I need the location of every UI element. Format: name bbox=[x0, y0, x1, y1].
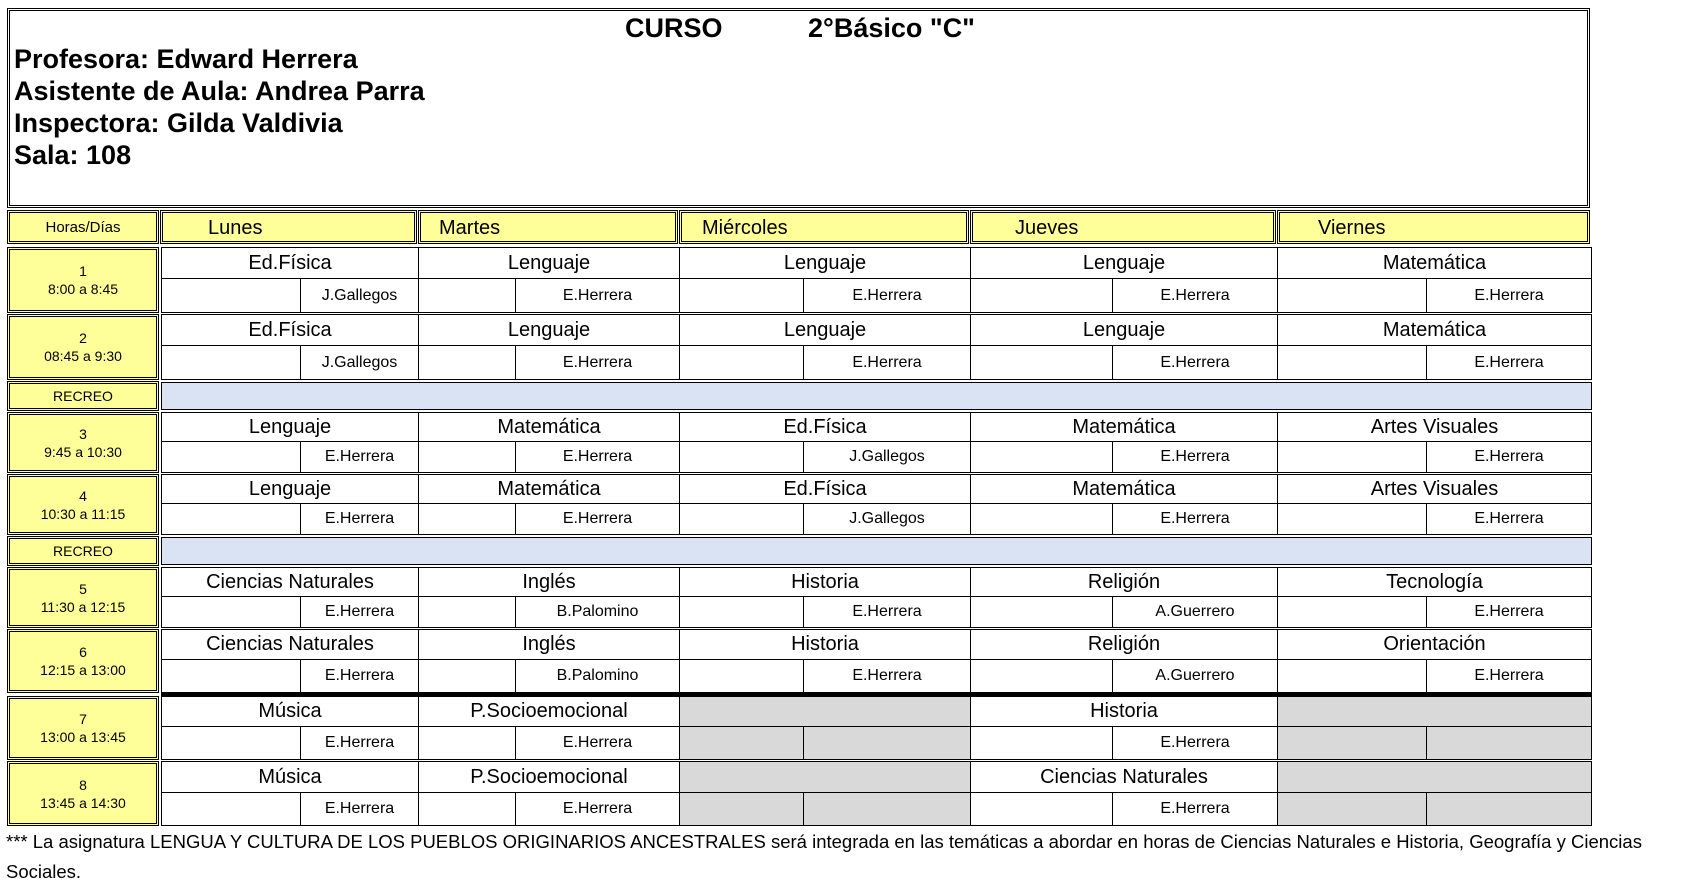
teacher-cell: E.Herrera bbox=[803, 278, 971, 313]
subject-cell: Lenguaje bbox=[679, 247, 971, 279]
teacher-spacer-cell bbox=[418, 441, 516, 473]
subject-cell bbox=[679, 761, 971, 793]
subject-cell: Lenguaje bbox=[970, 247, 1278, 279]
curso-value: 2°Básico "C" bbox=[808, 13, 975, 43]
section-divider bbox=[161, 693, 1592, 696]
hour-cell bbox=[7, 412, 159, 473]
subject-cell: Lenguaje bbox=[418, 247, 680, 279]
teacher-spacer-cell bbox=[679, 596, 804, 628]
subject-cell: Lenguaje bbox=[970, 314, 1278, 346]
inspectora-line: Inspectora: Gilda Valdivia bbox=[14, 108, 343, 138]
subject-cell: Matemática bbox=[970, 412, 1278, 442]
subject-cell: Religión bbox=[970, 629, 1278, 660]
subject-cell: Orientación bbox=[1277, 629, 1592, 660]
period-number: 8 bbox=[79, 776, 87, 793]
asistente-line: Asistente de Aula: Andrea Parra bbox=[14, 76, 425, 106]
recreo-label: RECREO bbox=[7, 381, 159, 411]
teacher-spacer-cell bbox=[970, 726, 1113, 760]
subject-cell: Matemática bbox=[418, 474, 680, 504]
teacher-spacer-cell bbox=[161, 278, 301, 313]
footer-note: *** La asignatura LENGUA Y CULTURA DE LOS PUEBLOS ORIGINARIOS ANCESTRALES será integrada en las temáticas a abordar en horas de Ciencias Naturales e Historia, Geografía y Ciencias Sociales. bbox=[6, 831, 1642, 882]
teacher-cell: E.Herrera bbox=[1426, 659, 1592, 693]
subject-cell: Inglés bbox=[418, 629, 680, 660]
hour-cell bbox=[7, 247, 159, 313]
period-time: 10:30 a 11:15 bbox=[40, 505, 126, 522]
teacher-cell: E.Herrera bbox=[300, 596, 419, 628]
teacher-cell: B.Palomino bbox=[515, 659, 680, 693]
teacher-spacer-cell bbox=[418, 596, 516, 628]
subject-cell: Ed.Física bbox=[161, 247, 419, 279]
teacher-cell: E.Herrera bbox=[803, 345, 971, 380]
period-time: 13:45 a 14:30 bbox=[40, 794, 126, 811]
period-time: 8:00 a 8:45 bbox=[47, 281, 119, 297]
period-time: 11:30 a 12:15 bbox=[40, 598, 126, 615]
period-number: 4 bbox=[79, 487, 87, 504]
teacher-spacer-cell bbox=[418, 345, 516, 380]
hour-cell bbox=[7, 696, 159, 760]
hour-cell bbox=[7, 629, 159, 693]
teacher-cell: E.Herrera bbox=[300, 441, 419, 473]
teacher-cell: E.Herrera bbox=[1426, 503, 1592, 535]
teacher-cell: E.Herrera bbox=[1426, 278, 1592, 313]
teacher-spacer-cell bbox=[418, 726, 516, 760]
period-time: 13:00 a 13:45 bbox=[40, 729, 126, 745]
teacher-spacer-cell bbox=[970, 792, 1113, 826]
teacher-spacer-cell bbox=[679, 345, 804, 380]
subject-cell: Lenguaje bbox=[679, 314, 971, 346]
subject-cell: Matemática bbox=[970, 474, 1278, 504]
teacher-cell: E.Herrera bbox=[515, 792, 680, 826]
teacher-spacer-cell bbox=[161, 503, 301, 535]
teacher-spacer-cell bbox=[1277, 503, 1427, 535]
subject-cell: Inglés bbox=[418, 567, 680, 597]
teacher-spacer-cell bbox=[1277, 792, 1427, 826]
teacher-spacer-cell bbox=[418, 278, 516, 313]
teacher-spacer-cell bbox=[1277, 659, 1427, 693]
subject-cell: Matemática bbox=[1277, 247, 1592, 279]
subject-cell: Matemática bbox=[418, 412, 680, 442]
subject-cell: Tecnología bbox=[1277, 567, 1592, 597]
teacher-cell: E.Herrera bbox=[300, 659, 419, 693]
period-number: 3 bbox=[79, 425, 87, 442]
hour-cell bbox=[7, 474, 159, 535]
period-time: 9:45 a 10:30 bbox=[44, 443, 122, 460]
teacher-cell: E.Herrera bbox=[803, 596, 971, 628]
subject-cell: Lenguaje bbox=[418, 314, 680, 346]
course-title bbox=[0, 13, 1600, 44]
curso-label: CURSO bbox=[625, 13, 723, 43]
hour-cell bbox=[7, 314, 159, 380]
teacher-spacer-cell bbox=[1277, 726, 1427, 760]
subject-cell: Historia bbox=[679, 567, 971, 597]
teacher-spacer-cell bbox=[418, 659, 516, 693]
day-header-lunes: Lunes bbox=[160, 210, 417, 244]
recreo-bar bbox=[161, 382, 1592, 410]
recreo-bar bbox=[161, 537, 1592, 565]
subject-cell: Ed.Física bbox=[679, 412, 971, 442]
subject-cell: Historia bbox=[970, 696, 1278, 727]
day-header-martes: Martes bbox=[418, 210, 678, 244]
subject-cell: Historia bbox=[679, 629, 971, 660]
teacher-cell: J.Gallegos bbox=[803, 441, 971, 473]
subject-cell: Música bbox=[161, 761, 419, 793]
period-number: 7 bbox=[79, 711, 87, 727]
subject-cell: Artes Visuales bbox=[1277, 412, 1592, 442]
teacher-cell: E.Herrera bbox=[1112, 792, 1278, 826]
teacher-cell: E.Herrera bbox=[300, 503, 419, 535]
teacher-cell: E.Herrera bbox=[300, 792, 419, 826]
subject-cell: Ciencias Naturales bbox=[161, 629, 419, 660]
teacher-spacer-cell bbox=[161, 792, 301, 826]
teacher-spacer-cell bbox=[161, 596, 301, 628]
teacher-cell: E.Herrera bbox=[515, 726, 680, 760]
subject-cell: Ed.Física bbox=[679, 474, 971, 504]
teacher-cell: E.Herrera bbox=[1112, 345, 1278, 380]
teacher-spacer-cell bbox=[161, 345, 301, 380]
teacher-cell bbox=[1426, 726, 1592, 760]
subject-cell: P.Socioemocional bbox=[418, 696, 680, 727]
teacher-spacer-cell bbox=[970, 503, 1113, 535]
day-header-viernes: Viernes bbox=[1277, 210, 1590, 244]
subject-cell bbox=[1277, 696, 1592, 727]
period-time: 08:45 a 9:30 bbox=[44, 348, 122, 364]
profesora-line: Profesora: Edward Herrera bbox=[14, 44, 358, 74]
teacher-spacer-cell bbox=[418, 792, 516, 826]
teacher-spacer-cell bbox=[1277, 345, 1427, 380]
teacher-cell: E.Herrera bbox=[803, 659, 971, 693]
teacher-spacer-cell bbox=[679, 441, 804, 473]
teacher-spacer-cell bbox=[679, 503, 804, 535]
teacher-cell: E.Herrera bbox=[1426, 441, 1592, 473]
teacher-cell: J.Gallegos bbox=[300, 345, 419, 380]
teacher-spacer-cell bbox=[970, 441, 1113, 473]
teacher-cell bbox=[803, 792, 971, 826]
teacher-spacer-cell bbox=[1277, 596, 1427, 628]
subject-cell: Religión bbox=[970, 567, 1278, 597]
corner-header: Horas/Días bbox=[7, 210, 159, 244]
teacher-spacer-cell bbox=[161, 659, 301, 693]
teacher-cell: E.Herrera bbox=[515, 503, 680, 535]
subject-cell bbox=[1277, 761, 1592, 793]
teacher-cell: B.Palomino bbox=[515, 596, 680, 628]
period-number: 5 bbox=[79, 580, 87, 597]
teacher-cell: J.Gallegos bbox=[300, 278, 419, 313]
subject-cell: P.Socioemocional bbox=[418, 761, 680, 793]
teacher-spacer-cell bbox=[679, 726, 804, 760]
teacher-cell: E.Herrera bbox=[1112, 278, 1278, 313]
subject-cell: Música bbox=[161, 696, 419, 727]
subject-cell: Matemática bbox=[1277, 314, 1592, 346]
teacher-spacer-cell bbox=[679, 278, 804, 313]
teacher-cell: A.Guerrero bbox=[1112, 659, 1278, 693]
teacher-spacer-cell bbox=[1277, 278, 1427, 313]
teacher-cell: E.Herrera bbox=[1426, 596, 1592, 628]
subject-cell: Ed.Física bbox=[161, 314, 419, 346]
teacher-cell: A.Guerrero bbox=[1112, 596, 1278, 628]
teacher-spacer-cell bbox=[161, 726, 301, 760]
teacher-spacer-cell bbox=[970, 278, 1113, 313]
subject-cell: Lenguaje bbox=[161, 474, 419, 504]
period-number: 6 bbox=[79, 644, 87, 660]
teacher-spacer-cell bbox=[970, 659, 1113, 693]
teacher-spacer-cell bbox=[970, 345, 1113, 380]
teacher-spacer-cell bbox=[679, 792, 804, 826]
teacher-cell: E.Herrera bbox=[515, 345, 680, 380]
subject-cell bbox=[679, 696, 971, 727]
day-header-jueves: Jueves bbox=[970, 210, 1276, 244]
teacher-cell: E.Herrera bbox=[1112, 726, 1278, 760]
teacher-cell: E.Herrera bbox=[1112, 503, 1278, 535]
teacher-cell: E.Herrera bbox=[515, 278, 680, 313]
subject-cell: Ciencias Naturales bbox=[970, 761, 1278, 793]
teacher-spacer-cell bbox=[161, 441, 301, 473]
teacher-cell: E.Herrera bbox=[1426, 345, 1592, 380]
teacher-spacer-cell bbox=[970, 596, 1113, 628]
teacher-spacer-cell bbox=[679, 659, 804, 693]
teacher-cell: E.Herrera bbox=[515, 441, 680, 473]
teacher-cell bbox=[1426, 792, 1592, 826]
day-header-miercoles: Miércoles bbox=[679, 210, 969, 244]
teacher-cell bbox=[803, 726, 971, 760]
teacher-cell: E.Herrera bbox=[300, 726, 419, 760]
subject-cell: Ciencias Naturales bbox=[161, 567, 419, 597]
teacher-cell: J.Gallegos bbox=[803, 503, 971, 535]
period-number: 2 bbox=[79, 330, 87, 346]
subject-cell: Lenguaje bbox=[161, 412, 419, 442]
hour-cell bbox=[7, 567, 159, 628]
period-number: 1 bbox=[79, 263, 87, 279]
teacher-spacer-cell bbox=[1277, 441, 1427, 473]
subject-cell: Artes Visuales bbox=[1277, 474, 1592, 504]
recreo-label: RECREO bbox=[7, 536, 159, 566]
teacher-cell: E.Herrera bbox=[1112, 441, 1278, 473]
teacher-spacer-cell bbox=[418, 503, 516, 535]
sala-line: Sala: 108 bbox=[14, 140, 132, 170]
period-time: 12:15 a 13:00 bbox=[40, 662, 126, 678]
hour-cell bbox=[7, 761, 159, 826]
